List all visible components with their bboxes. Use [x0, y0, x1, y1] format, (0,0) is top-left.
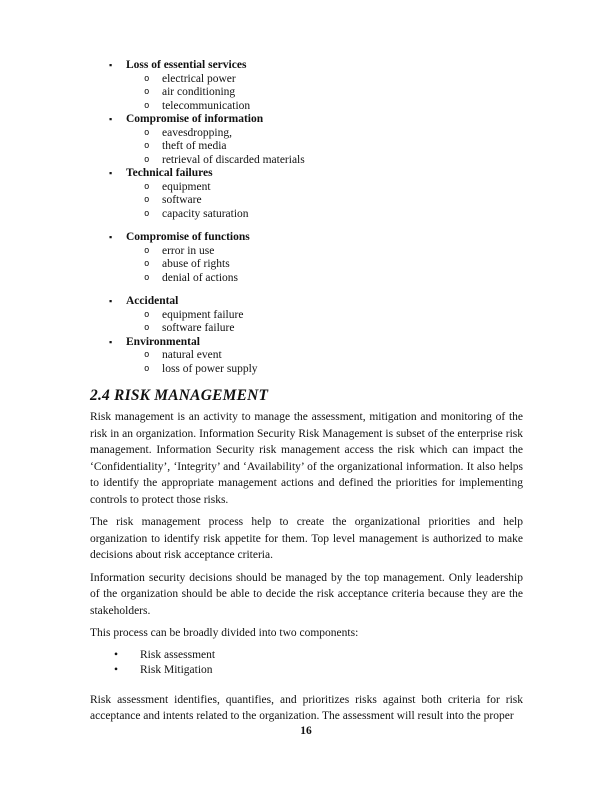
threat-category-label: ▪ Accidental — [90, 295, 523, 309]
threat-sub-list — [90, 127, 523, 168]
list-item: • Risk Mitigation — [90, 663, 523, 678]
list-item: • Risk assessment — [90, 648, 523, 663]
paragraph: Risk assessment identifies, quantifies, and prioritizes risks against both criteria for risk acceptance and intents related to the organization. The assessment will result into the proper — [90, 693, 523, 722]
paragraph: Information security decisions should be managed by the top management. Only leadership of the organization should be able to decide the risk acceptance criteria because they are the stakeholders. — [90, 571, 523, 617]
threat-sub-list — [90, 349, 523, 376]
page-number: 16 — [300, 725, 312, 737]
threat-item: o abuse of rights — [90, 258, 523, 272]
threat-category — [90, 167, 523, 221]
threat-item: o telecommunication — [90, 100, 523, 114]
threat-item: o equipment — [90, 181, 523, 195]
threat-category-label: ▪ Loss of essential services — [90, 59, 523, 73]
threat-category — [90, 59, 523, 113]
threat-category — [90, 295, 523, 336]
threat-item: o denial of actions — [90, 272, 523, 286]
threat-sub-list — [90, 245, 523, 286]
threat-item: o theft of media — [90, 140, 523, 154]
threat-item: o eavesdropping, — [90, 127, 523, 141]
threat-item: o capacity saturation — [90, 208, 523, 222]
threat-sub-list — [90, 181, 523, 222]
threat-category-label: ▪ Technical failures — [90, 167, 523, 181]
threat-category-label: ▪ Compromise of functions — [90, 231, 523, 245]
threat-category-label: ▪ Compromise of information — [90, 113, 523, 127]
threat-sub-list — [90, 309, 523, 336]
threat-item: o air conditioning — [90, 86, 523, 100]
threat-category — [90, 113, 523, 167]
threat-category — [90, 231, 523, 285]
threat-list — [90, 59, 523, 376]
threat-sub-list — [90, 73, 523, 114]
threat-item: o electrical power — [90, 73, 523, 87]
threat-item: o error in use — [90, 245, 523, 259]
section-heading: 2.4 RISK MANAGEMENT — [90, 387, 269, 404]
threat-item: o retrieval of discarded materials — [90, 154, 523, 168]
threat-item: o natural event — [90, 349, 523, 363]
threat-item: o loss of power supply — [90, 363, 523, 377]
paragraph: Risk management is an activity to manage the assessment, mitigation and monitoring of the risk in an organization. Information Security Risk Management is subset of the enterprise risk management. Information Security risk management access the risk which can impact the ‘Confidentiality’, ‘Integrity’ and ‘Availability’ of the organizational information. It also helps to identify the appropriate management actions and defined the priorities for implementing controls to protect those risks. — [90, 411, 523, 506]
threat-category — [90, 336, 523, 377]
paragraph: The risk management process help to create the organizational priorities and help organization to identify risk appetite for them. Top level management is authorized to make decisions about risk acceptance criteria. — [90, 516, 523, 561]
paragraph: This process can be broadly divided into two components: — [90, 627, 359, 639]
threat-item: o software failure — [90, 322, 523, 336]
threat-item: o equipment failure — [90, 309, 523, 323]
threat-item: o software — [90, 194, 523, 208]
threat-category-label: ▪ Environmental — [90, 336, 523, 350]
page-content — [90, 59, 523, 725]
components-list — [90, 648, 523, 678]
